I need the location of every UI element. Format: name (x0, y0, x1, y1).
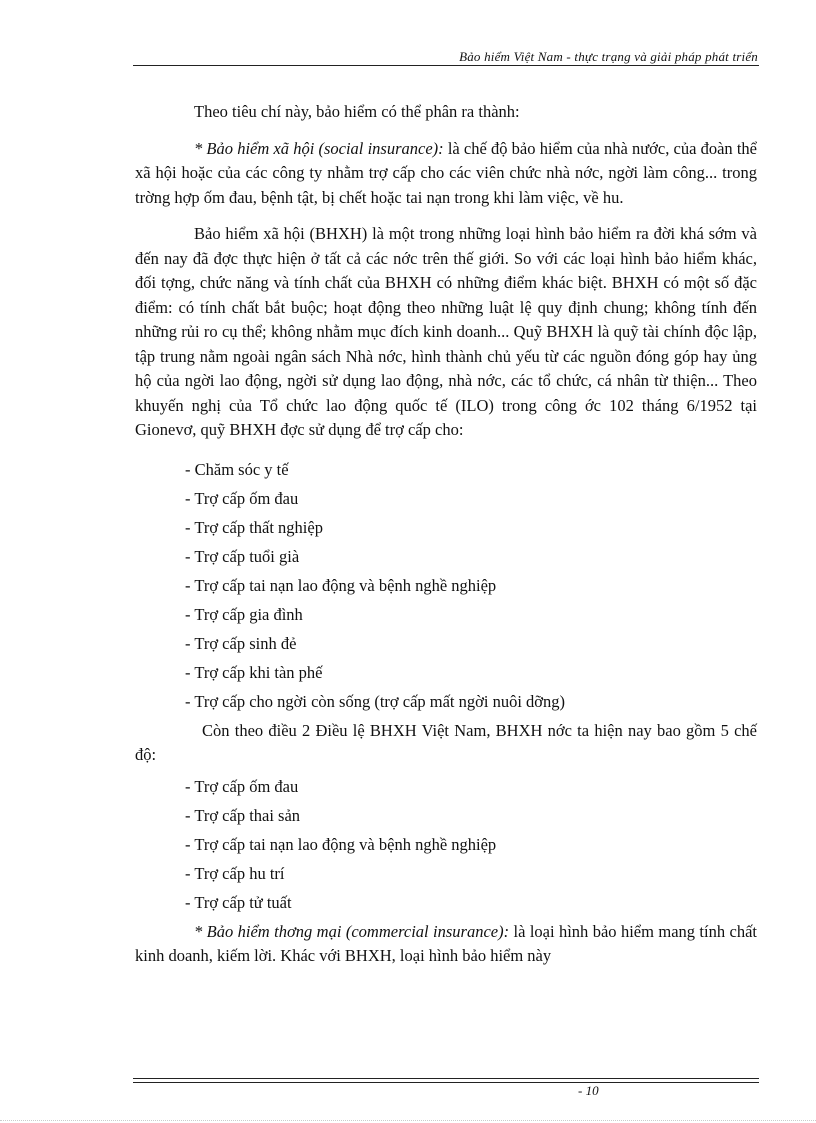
running-header: Bảo hiểm Việt Nam - thực trạng và giải pháp phát triển (459, 49, 758, 64)
commercial-insurance-definition: là loại hình bảo hiểm mang tính chất kinh doanh, kiếm lời. Khác với BHXH, loại hình bảo hiểm này (135, 921, 757, 965)
list-item: - Trợ cấp tai nạn lao động và bệnh nghề nghiệp (185, 571, 757, 600)
footer-rule-top (133, 1078, 759, 1079)
list-item: - Trợ cấp ốm đau (185, 772, 757, 801)
list-item: - Trợ cấp sinh đẻ (185, 629, 757, 658)
bhxh-paragraph: Bảo hiểm xã hội (BHXH) là một trong những loại hình bảo hiểm ra đời khá sớm và đến nay đã đợc thực hiện ở tất cả các nớc trên thế giới. So với các loại hình bảo hiểm khác, đối tợng, chức năng và tính chất của BHXH có những điểm khác biệt. BHXH có một số đặc điểm: có tính chất bắt buộc; hoạt động theo những luật lệ quy định chung; không tính đến những rủi ro cụ thể; không nhằm mục đích kinh doanh... Quỹ BHXH là quỹ tài chính độc lập, tập trung nằm ngoài ngân sách Nhà nớc, hình thành chủ yếu từ các nguồn đóng góp hay ủng hộ của ngời lao động, ngời sử dụng lao động, nhà nớc, các tổ chức, cá nhân từ thiện... Theo khuyến nghị của Tổ chức lao động quốc tế (ILO) trong công ớc 102 tháng 6/1952 tại Gionevơ, quỹ BHXH đợc sử dụng để trợ cấp cho: (135, 224, 757, 439)
social-insurance-paragraph (135, 137, 757, 211)
list-item: - Trợ cấp gia đình (185, 600, 757, 629)
list-item: - Trợ cấp ốm đau (185, 484, 757, 513)
list-item: - Trợ cấp hu trí (185, 859, 757, 888)
page-body (135, 100, 757, 981)
list-item: - Chăm sóc y tế (185, 455, 757, 484)
list-item: - Trợ cấp khi tàn phế (185, 658, 757, 687)
social-insurance-definition: là chế độ bảo hiểm của nhà nước, của đoàn thể xã hội hoặc của các công ty nhằm trợ cấp cho các viên chức nhà nớc, ngời làm công... trong trờng hợp ốm đau, bệnh tật, bị chết hoặc tai nạn trong khi làm việc, về hu. (135, 138, 757, 207)
ilo-benefits-list (135, 455, 757, 716)
social-insurance-term: * Bảo hiểm xã hội (social insurance): (194, 138, 444, 158)
commercial-insurance-paragraph (135, 920, 757, 969)
footer-rule-bottom (133, 1082, 759, 1083)
list-item: - Trợ cấp cho ngời còn sống (trợ cấp mất ngời nuôi dỡng) (185, 687, 757, 716)
intro-paragraph: Theo tiêu chí này, bảo hiểm có thể phân ra thành: (194, 102, 520, 121)
list-item: - Trợ cấp tai nạn lao động và bệnh nghề nghiệp (185, 830, 757, 859)
list-item: - Trợ cấp thất nghiệp (185, 513, 757, 542)
list-item: - Trợ cấp tuổi già (185, 542, 757, 571)
list-item: - Trợ cấp thai sản (185, 801, 757, 830)
vietnam-benefits-list (135, 772, 757, 917)
header-rule (133, 65, 759, 66)
page-bottom-border (0, 1120, 816, 1121)
list-item: - Trợ cấp tử tuất (185, 888, 757, 917)
commercial-insurance-term: * Bảo hiểm thơng mại (commercial insurance): (194, 921, 510, 941)
vietnam-regulation-paragraph: Còn theo điều 2 Điều lệ BHXH Việt Nam, BHXH nớc ta hiện nay bao gồm 5 chế độ: (135, 720, 757, 764)
page-number: - 10 (578, 1083, 599, 1098)
